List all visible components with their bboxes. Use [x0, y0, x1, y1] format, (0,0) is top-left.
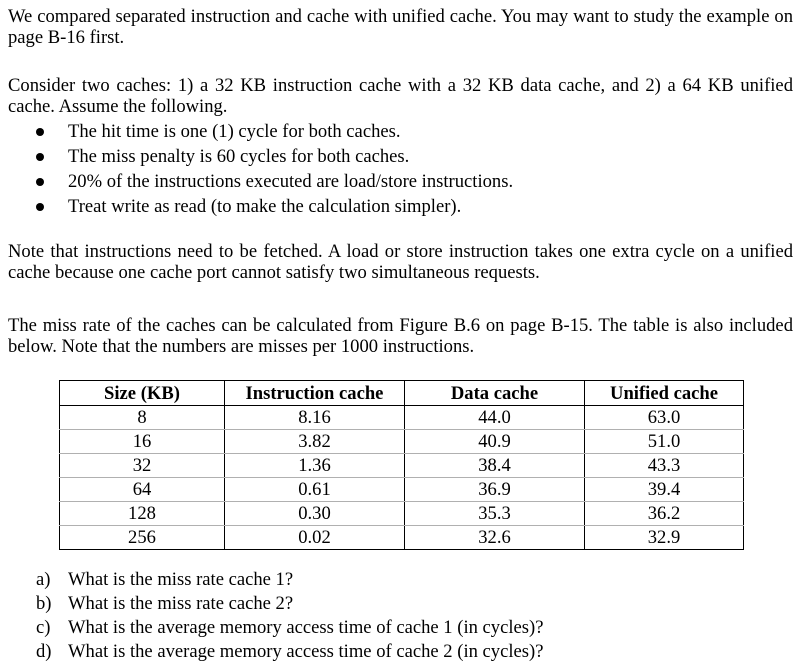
- table-cell: 128: [60, 502, 225, 526]
- list-item: [0, 146, 513, 171]
- intro-paragraph: We compared separated instruction and cache with unified cache. You may want to study the example on page B-16 first.: [8, 6, 793, 48]
- table-cell: 0.02: [225, 526, 405, 550]
- question-marker: a): [36, 569, 51, 590]
- table-header-row: [60, 381, 744, 406]
- list-item: [0, 171, 513, 196]
- assumption-text: 20% of the instructions executed are load/store instructions.: [68, 171, 514, 192]
- list-item: [0, 617, 543, 641]
- table-row: [60, 478, 744, 502]
- table-cell: 36.2: [585, 502, 744, 526]
- table-cell: 51.0: [585, 430, 744, 454]
- table-cell: 35.3: [405, 502, 585, 526]
- bullet-icon: [36, 153, 44, 161]
- table-cell: 36.9: [405, 478, 585, 502]
- table-cell: 16: [60, 430, 225, 454]
- table-cell: 8: [60, 406, 225, 430]
- table-cell: 43.3: [585, 454, 744, 478]
- list-item: [0, 641, 543, 665]
- column-header-data-cache: Data cache: [405, 381, 585, 406]
- table-cell: 0.61: [225, 478, 405, 502]
- column-header-instruction-cache: Instruction cache: [225, 381, 405, 406]
- list-item: [0, 121, 513, 146]
- table-row: [60, 454, 744, 478]
- list-item: [0, 196, 513, 221]
- question-text: What is the miss rate cache 1?: [68, 569, 294, 590]
- assumption-text: Treat write as read (to make the calculation simpler).: [68, 196, 462, 217]
- table-row: [60, 430, 744, 454]
- table-row: [60, 406, 744, 430]
- table-cell: 32.9: [585, 526, 744, 550]
- table-row: [60, 502, 744, 526]
- list-item: [0, 593, 543, 617]
- table-cell: 0.30: [225, 502, 405, 526]
- column-header-size: Size (KB): [60, 381, 225, 406]
- note-paragraph: Note that instructions need to be fetched. A load or store instruction takes one extra cycle on a unified cache because one cache port cannot satisfy two simultaneous requests.: [8, 241, 793, 283]
- question-text: What is the average memory access time of cache 1 (in cycles)?: [68, 617, 544, 638]
- question-marker: b): [36, 593, 52, 614]
- assumption-text: The miss penalty is 60 cycles for both caches.: [68, 146, 410, 167]
- table-cell: 63.0: [585, 406, 744, 430]
- question-text: What is the miss rate cache 2?: [68, 593, 294, 614]
- table-cell: 32.6: [405, 526, 585, 550]
- table-cell: 40.9: [405, 430, 585, 454]
- table-cell: 44.0: [405, 406, 585, 430]
- table-cell: 1.36: [225, 454, 405, 478]
- bullet-icon: [36, 128, 44, 136]
- table-cell: 64: [60, 478, 225, 502]
- question-marker: c): [36, 617, 51, 638]
- list-item: [0, 569, 543, 593]
- table-row: [60, 526, 744, 550]
- table-cell: 32: [60, 454, 225, 478]
- table-cell: 39.4: [585, 478, 744, 502]
- column-header-unified-cache: Unified cache: [585, 381, 744, 406]
- assumption-list: [0, 121, 513, 221]
- table-cell: 3.82: [225, 430, 405, 454]
- table-cell: 38.4: [405, 454, 585, 478]
- question-text: What is the average memory access time of cache 2 (in cycles)?: [68, 641, 544, 662]
- table-cell: 256: [60, 526, 225, 550]
- assumption-text: The hit time is one (1) cycle for both caches.: [68, 121, 401, 142]
- bullet-icon: [36, 203, 44, 211]
- caches-paragraph: Consider two caches: 1) a 32 KB instruction cache with a 32 KB data cache, and 2) a 64 KB unified cache. Assume the following.: [8, 75, 793, 117]
- miss-rate-paragraph: The miss rate of the caches can be calculated from Figure B.6 on page B-15. The table is also included below. Note that the numbers are misses per 1000 instructions.: [8, 315, 793, 357]
- miss-rate-table: [59, 380, 744, 550]
- question-marker: d): [36, 641, 52, 662]
- bullet-icon: [36, 178, 44, 186]
- table-cell: 8.16: [225, 406, 405, 430]
- question-list: [0, 569, 543, 665]
